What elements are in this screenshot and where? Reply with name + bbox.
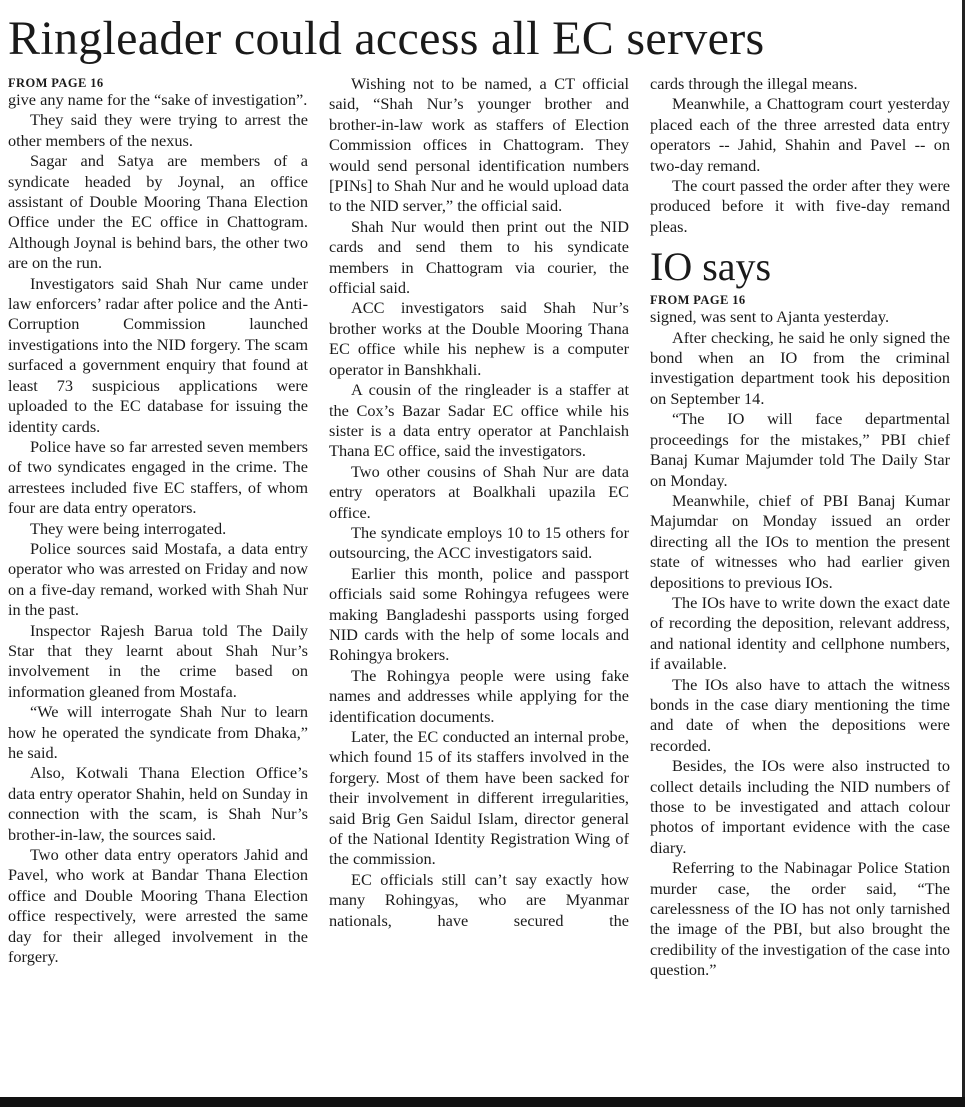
paragraph: Referring to the Nabinagar Police Station murder case, the order said, “The carelessness of the IO has not only tarnished the image of the PBI, but also brought the credibility of the investigation of the case into question.”	[650, 858, 950, 980]
paragraph: Two other cousins of Shah Nur are data entry operators at Boalkhali upazila EC office.	[329, 461, 629, 522]
column-2	[329, 74, 629, 931]
paragraph: Investigators said Shah Nur came under law enforcers’ radar after police and the Anti-Corruption Commission launched investigations into the NID forgery. The scam surfaced a government enquiry that found at least 73 suspicious applications were uploaded to the EC database for issuing the identity cards.	[8, 273, 308, 436]
paragraph: They said they were trying to arrest the other members of the nexus.	[8, 110, 308, 150]
bottom-rule	[0, 1097, 965, 1107]
paragraph: cards through the illegal means.	[650, 74, 858, 93]
paragraph: Also, Kotwali Thana Election Office’s data entry operator Shahin, held on Sunday in connection with the scam, is Shah Nur’s brother-in-law, the sources said.	[8, 763, 308, 844]
column-1	[8, 74, 308, 967]
paragraph: The Rohingya people were using fake names and addresses while applying for the identification documents.	[329, 665, 629, 726]
paragraph: The court passed the order after they were produced before it with five-day remand pleas.	[650, 176, 950, 236]
sub-dateline: FROM PAGE 16	[650, 293, 746, 308]
paragraph: EC officials still can’t say exactly how many Rohingyas, who are Myanmar nationals, have secured the	[329, 869, 629, 930]
paragraph: The IOs also have to attach the witness bonds in the case diary mentioning the time and date of when the depositions were recorded.	[650, 674, 950, 755]
paragraph: The IOs have to write down the exact date of recording the deposition, relevant address, and national identity and cellphone numbers, if available.	[650, 592, 950, 674]
paragraph: A cousin of the ringleader is a staffer at the Cox’s Bazar Sadar EC office while his sister is a data entry operator at Panchlaish Thana EC office, said the investigators.	[329, 380, 629, 461]
paragraph: Inspector Rajesh Barua told The Daily Star that they learnt about Shah Nur’s involvement in the crime based on information gleaned from Mostafa.	[8, 620, 308, 701]
paragraph: Police have so far arrested seven members of two syndicates engaged in the crime. The arrestees included five EC staffers, of whom four are data entry operators.	[8, 436, 308, 518]
paragraph: give any name for the “sake of investigation”.	[8, 90, 308, 109]
paragraph: Two other data entry operators Jahid and Pavel, who work at Bandar Thana Election office and Double Mooring Thana Election office respectively, were arrested the same day for their alleged involvement in the forgery.	[8, 845, 308, 967]
paragraph: After checking, he said he only signed the bond when an IO from the criminal investigation department took his deposition on September 14.	[650, 327, 950, 408]
headline: Ringleader could access all EC servers	[8, 12, 765, 65]
paragraph: “We will interrogate Shah Nur to learn how he operated the syndicate from Dhaka,” he said.	[8, 702, 308, 762]
paragraph: They were being interrogated.	[30, 518, 227, 538]
paragraph: The syndicate employs 10 to 15 others for outsourcing, the ACC investigators said.	[329, 522, 629, 563]
paragraph: signed, was sent to Ajanta yesterday.	[650, 307, 890, 327]
paragraph: Besides, the IOs were also instructed to collect details including the NID numbers of those to be investigated and attach colour photos of important evidence with the case diary.	[650, 756, 950, 857]
paragraph: Meanwhile, chief of PBI Banaj Kumar Majumdar on Monday issued an order directing all the IOs to mention the present state of witnesses who had earlier given depositions to previous IOs.	[650, 490, 950, 592]
paragraph: Wishing not to be named, a CT official said, “Shah Nur’s younger brother and brother-in-law work as staffers of Election Commission offices in Chattogram. They would send personal identification numbers [PINs] to Shah Nur and he would upload data to the NID server,” the official said.	[329, 74, 629, 216]
column-3	[650, 74, 950, 981]
paragraph: “The IO will face departmental proceedings for the mistakes,” PBI chief Banaj Kumar Majumder told The Daily Star on Monday.	[650, 409, 950, 490]
paragraph: Earlier this month, police and passport officials said some Rohingya refugees were making Bangladeshi passports using forged NID cards with the help of some locals and Rohingya brokers.	[329, 563, 629, 665]
paragraph: Sagar and Satya are members of a syndicate headed by Joynal, an office assistant of Double Mooring Thana Election Office under the EC office in Chattogram. Although Joynal is behind bars, the other two are on the run.	[8, 151, 308, 273]
paragraph: Shah Nur would then print out the NID cards and send them to his syndicate members in Chattogram via courier, the official said.	[329, 216, 629, 298]
paragraph: Later, the EC conducted an internal probe, which found 15 of its staffers involved in the forgery. Most of them have been sacked for their involvement in different irregularities, said Brig Gen Saidul Islam, director general of the National Identity Registration Wing of the commission.	[329, 727, 629, 869]
sub-headline: IO says	[650, 244, 772, 290]
paragraph: Meanwhile, a Chattogram court yesterday placed each of the three arrested data entry operators -- Jahid, Shahin and Pavel -- on two-day remand.	[650, 94, 950, 175]
paragraph: Police sources said Mostafa, a data entry operator who was arrested on Friday and now on a five-day remand, worked with Shah Nur in the past.	[8, 538, 308, 620]
paragraph: ACC investigators said Shah Nur’s brother works at the Double Mooring Thana EC office while his nephew is a computer operator in Banshkhali.	[329, 298, 629, 379]
dateline: FROM PAGE 16	[8, 76, 104, 90]
